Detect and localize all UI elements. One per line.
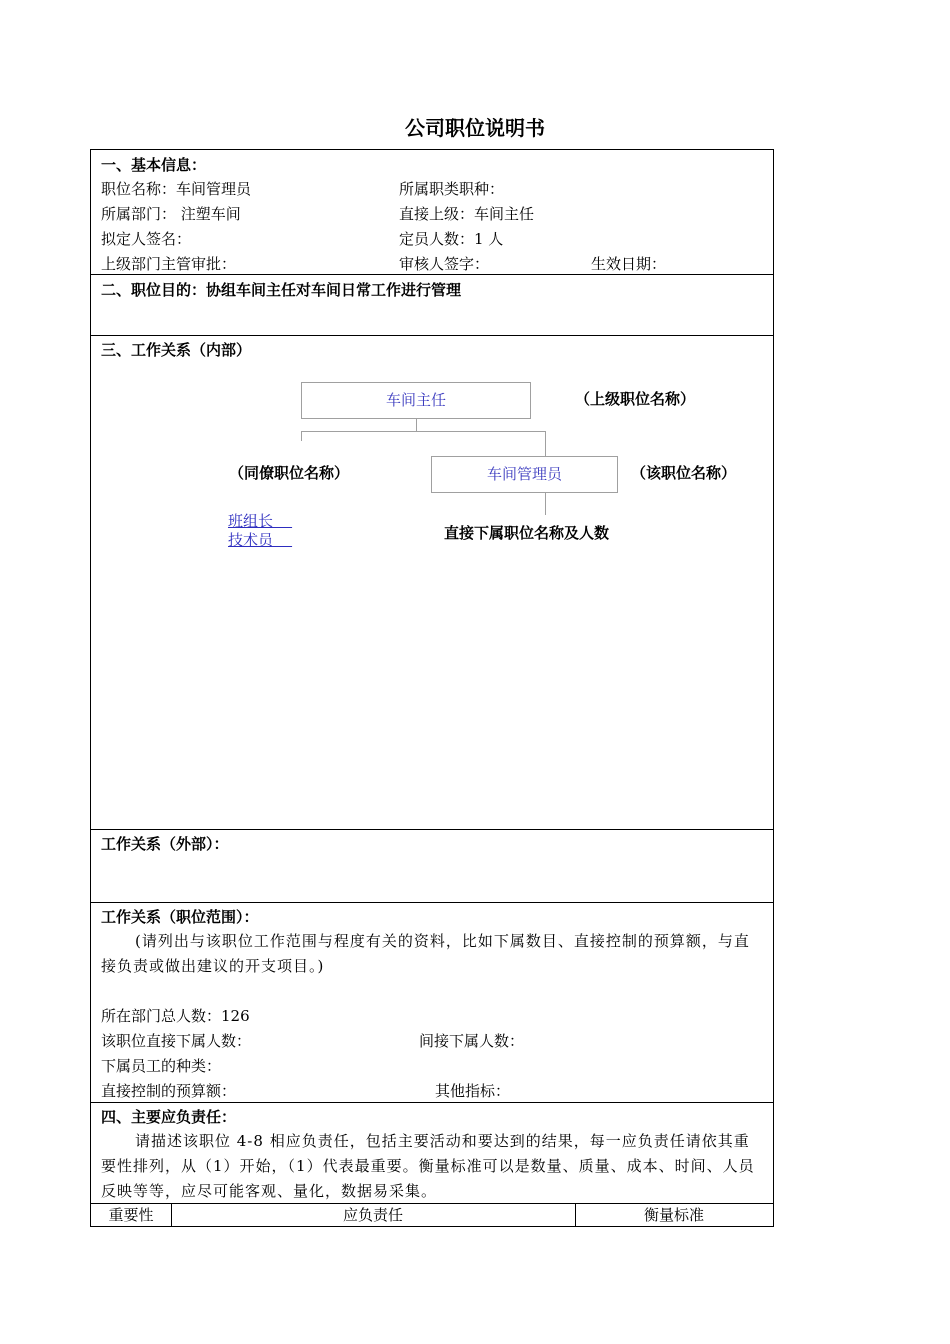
divider — [91, 829, 773, 830]
budget-field: 直接控制的预算额： — [101, 1082, 237, 1100]
internal-relations-heading: 三、工作关系（内部） — [101, 341, 252, 359]
peer-link-team-leader[interactable]: 班组长 — [228, 512, 293, 530]
divider — [91, 335, 773, 336]
scope-heading: 工作关系（职位范围）： — [101, 908, 259, 926]
scope-instruction: (请列出与该职位工作范围与程度有关的资料，比如下属数目、直接控制的预算额，与直接负责或做出建议的开支项目。) — [101, 932, 750, 975]
superior-caption: （上级职位名称） — [575, 390, 696, 408]
org-connector — [545, 493, 546, 515]
basic-info-heading: 一、基本信息： — [101, 156, 207, 174]
divider — [91, 1102, 773, 1103]
self-caption: （该职位名称） — [631, 464, 737, 482]
department-field: 所属部门： 注塑车间 — [101, 205, 241, 223]
reviewer-signature-field: 审核人签字： — [399, 255, 490, 273]
drafter-signature-field: 拟定人签名： — [101, 230, 192, 248]
headcount-field: 定员人数：1 人 — [399, 230, 504, 248]
job-description-form — [90, 149, 774, 1227]
effective-date-field: 生效日期： — [591, 255, 667, 273]
external-relations-heading: 工作关系（外部）： — [101, 835, 229, 853]
position-name-field: 职位名称：车间管理员 — [101, 180, 252, 198]
document-title: 公司职位说明书 — [405, 116, 545, 140]
self-position-box — [431, 456, 618, 493]
dept-total-field: 所在部门总人数：126 — [101, 1007, 250, 1025]
superior-position-label: 车间主任 — [385, 391, 446, 409]
org-connector — [416, 419, 417, 431]
job-category-field: 所属职类职种： — [399, 180, 505, 198]
subordinate-types-field: 下属员工的种类： — [101, 1057, 222, 1075]
divider — [91, 274, 773, 275]
column-header-responsibility: 应负责任 — [342, 1206, 403, 1224]
divider — [91, 902, 773, 903]
other-indicators-field: 其他指标： — [435, 1082, 511, 1100]
org-connector — [301, 431, 302, 441]
superior-approval-field: 上级部门主管审批： — [101, 255, 237, 273]
superior-position-box — [301, 382, 531, 419]
subordinates-caption: 直接下属职位名称及人数 — [444, 524, 610, 542]
direct-superior-field: 直接上级：车间主任 — [399, 205, 535, 223]
position-purpose-heading: 二、职位目的：协组车间主任对车间日常工作进行管理 — [101, 281, 462, 299]
indirect-reports-field: 间接下属人数： — [419, 1032, 525, 1050]
peer-link-technician[interactable]: 技术员 — [228, 531, 293, 549]
org-connector — [545, 431, 546, 456]
responsibilities-instruction: 请描述该职位 4-8 相应负责任，包括主要活动和要达到的结果，每一应负责任请依其重要性排列，从（1）开始，（1）代表最重要。衡量标准可以是数量、质量、成本、时间、人员反映等等，应尽可能客观、量化，数据易采集。 — [101, 1132, 755, 1200]
column-header-metric: 衡量标准 — [643, 1206, 704, 1224]
direct-reports-field: 该职位直接下属人数： — [101, 1032, 252, 1050]
self-position-label: 车间管理员 — [486, 465, 562, 483]
peer-caption: （同僚职位名称） — [229, 464, 350, 482]
column-header-importance: 重要性 — [108, 1206, 154, 1224]
org-connector — [301, 431, 545, 432]
responsibilities-heading: 四、主要应负责任： — [101, 1108, 237, 1126]
